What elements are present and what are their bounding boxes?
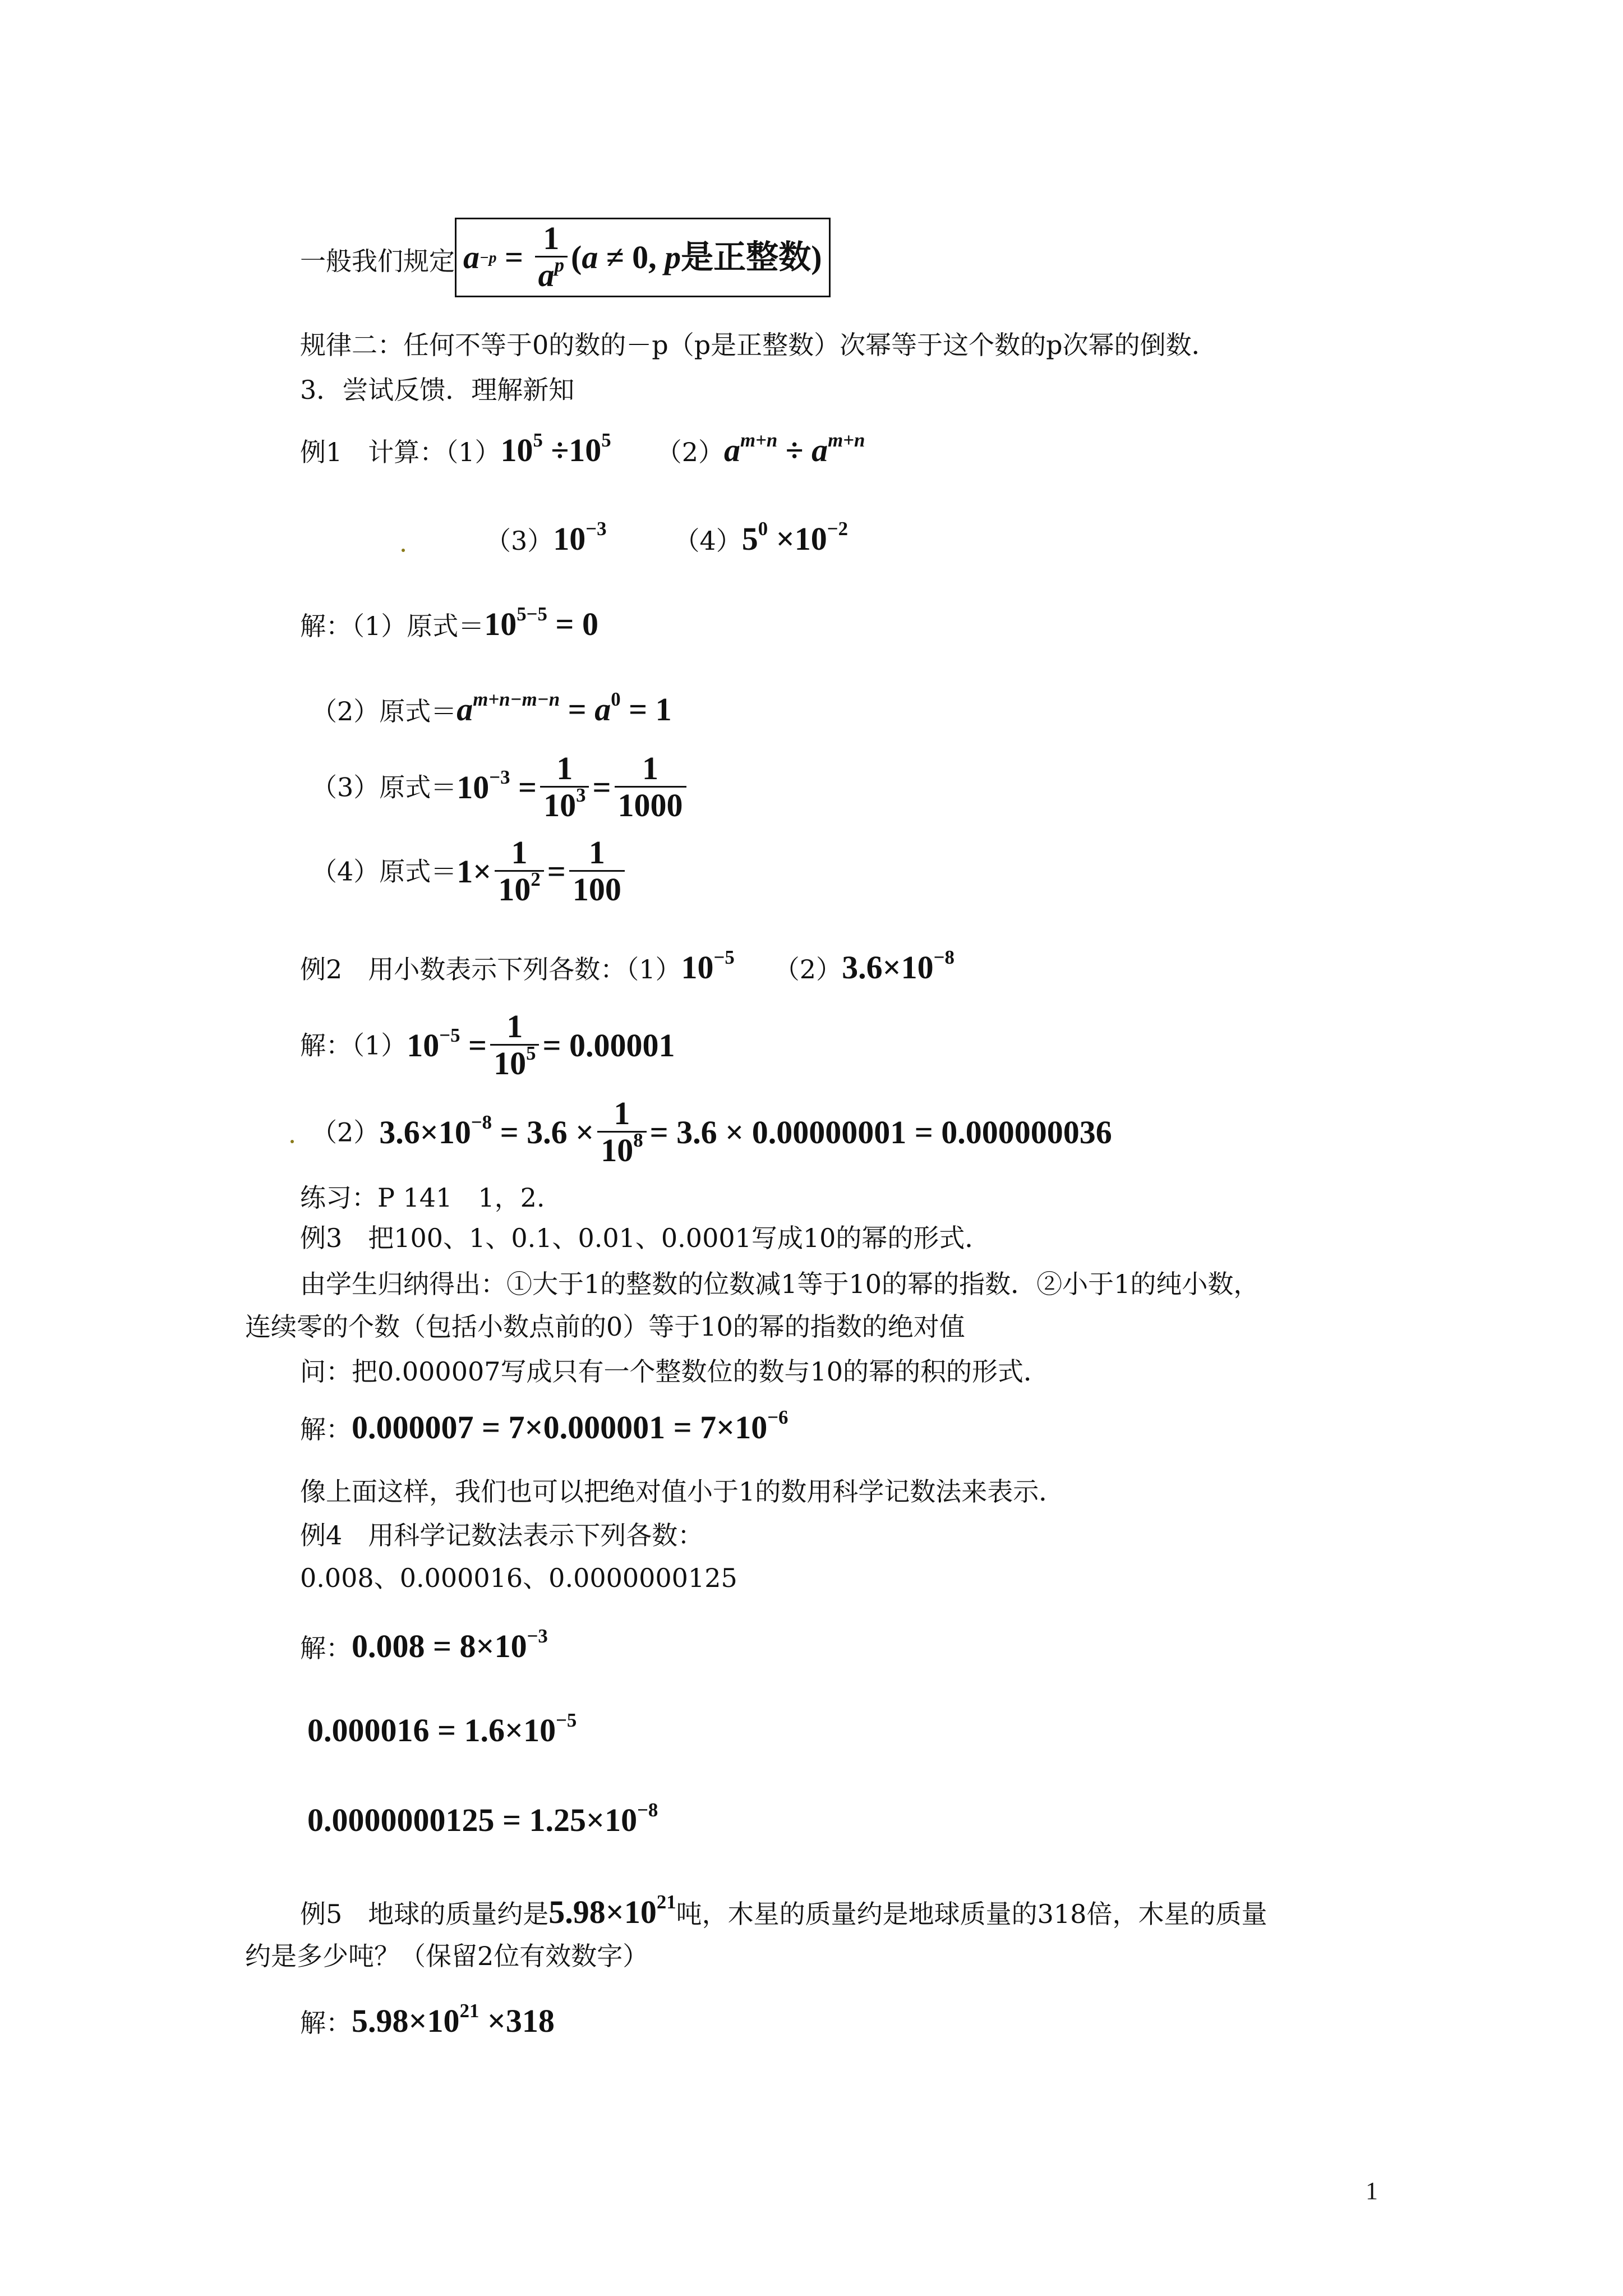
solution-1-1: 解：（1）原式$=10^{5-5} = 0$ — [300, 602, 598, 642]
page-number: 1 — [1366, 2177, 1378, 2205]
example-5-line-2: 约是多少吨？（保留2位有效数字） — [245, 1941, 649, 1971]
practice: 练习：P 141 1，2. — [300, 1182, 545, 1213]
example-5-line-1: 例5 地球的质量约是$5.98\times 10^{21}$吨，木星的质量约是地球质量的318倍，木星的质量 — [300, 1890, 1267, 1930]
solution-4-3: $0.0000000125 = 1.25\times 10^{-8}$ — [307, 1798, 658, 1838]
rule-cond: 是正整数 — [681, 239, 811, 276]
solution-4-1: 解：$0.008 = 8\times 10^{-3}$ — [300, 1625, 548, 1664]
example-1: 例1 计算：$(1)10^5 \div 10^5$ $(2)a^{m+n} \div a^{m+n}$ — [300, 429, 865, 468]
decor-dot — [291, 1140, 294, 1143]
example-2: 例2 用小数表示下列各数：$(1)10^{-5}$ $(2)3.6\times 10^{-8}$ — [300, 946, 955, 986]
example-1-cont: $(3)10^{-3}$ $(4)5^0 \times 10^{-2}$ — [485, 517, 848, 557]
question-solution: 解：$0.000007 = 7\times 0.000001 = 7\times 10^{-6}$ — [300, 1406, 789, 1446]
example-4: 例4 用科学记数法表示下列各数： — [300, 1520, 704, 1550]
solution-1-4: （4）原式＝1× $\frac{1}{10^2}$ = $\frac{1}{100}$ — [311, 836, 628, 908]
sci-notation-note: 像上面这样，我们也可以把绝对值小于1的数用科学记数法来表示． — [300, 1476, 1065, 1507]
solution-1-3: （3）原式$=10^{-3}$ = $\frac{1}{10^3}$ = $\frac{1}{1000}$ — [311, 752, 690, 823]
rule-formula-box: a −p = $\frac{1}{a^p}$ ( a ≠ 0, p 是正整数 ) — [455, 218, 831, 297]
rule-intro: 一般我们规定 — [300, 246, 455, 277]
decor-dot — [402, 549, 405, 552]
solution-2-2: $(2)3.6\times 10^{-8} = 3.6$ × $\frac{1}{10^8}$ = 3.6 × 0.00000001 = 0.000000036 — [311, 1095, 1112, 1168]
induction-line-2: 连续零的个数（包括小数点前的0）等于10的幂的指数的绝对值 — [245, 1312, 965, 1342]
solution-4-2: $0.000016 = 1.6\times 10^{-5}$ — [307, 1709, 577, 1749]
example-4-numbers: 0.008、0.000016、0.0000000125 — [300, 1563, 737, 1593]
section-3-heading: 3．尝试反馈．理解新知 — [300, 375, 575, 405]
solution-1-2: （2）原式$=a^{m+n-m-n} = a^0 = 1$ — [311, 688, 672, 728]
solution-5: 解：$5.98\times 10^{21} \times 318$ — [300, 1999, 555, 2039]
solution-2-1: 解：$(1)10^{-5}$ = $\frac{1}{10^5}$ = 0.00001 — [300, 1008, 675, 1082]
induction-line-1: 由学生归纳得出：①大于1的整数的位数减1等于10的幂的指数．②小于1的纯小数， — [300, 1269, 1260, 1299]
rule-line — [300, 218, 831, 297]
example-3: 例3 把100、1、0.1、0.01、0.0001写成10的幂的形式． — [300, 1223, 991, 1253]
question: 问：把0.000007写成只有一个整数位的数与10的幂的积的形式． — [300, 1356, 1050, 1387]
law-two: 规律二：任何不等于0的数的－p（p是正整数）次幂等于这个数的p次幂的倒数． — [300, 330, 1218, 360]
